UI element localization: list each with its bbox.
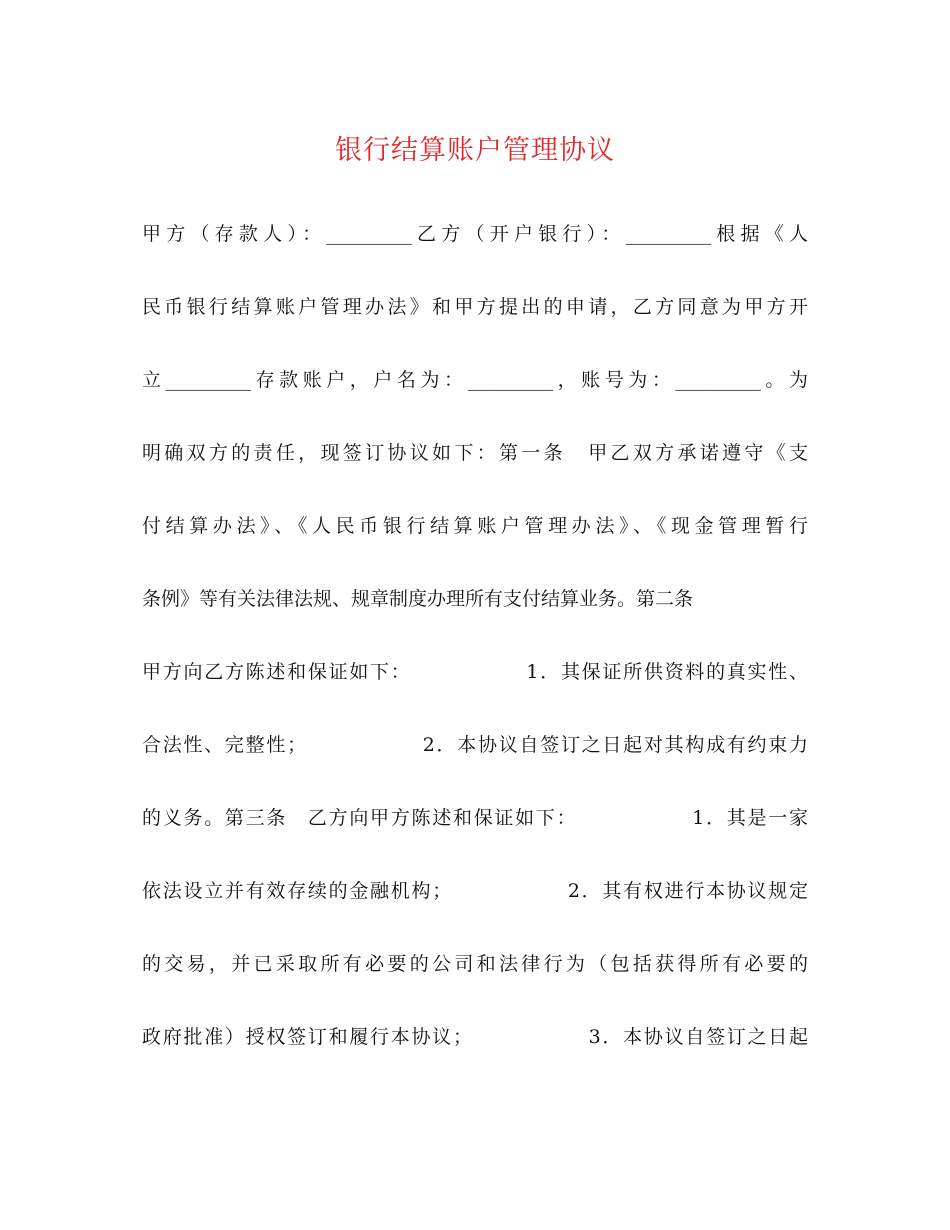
body-line-8: 合法性、完整性； 2．本协议自签订之日起对其构成有约束力 [142, 734, 808, 756]
body-line-10: 依法设立并有效存续的金融机构； 2．其有权进行本协议规定 [142, 880, 808, 902]
document-title: 银行结算账户管理协议 [335, 135, 615, 166]
body-line-2: 民币银行结算账户管理办法》和甲方提出的申请，乙方同意为甲方开 [142, 296, 808, 318]
body-line-3: 立_________存款账户，户名为：_________，账号为：_________。为 [142, 369, 808, 391]
body-line-11: 的交易，并已采取所有必要的公司和法律行为（包括获得所有必要的 [142, 953, 808, 975]
body-line-12: 政府批准）授权签订和履行本协议； 3．本协议自签订之日起 [142, 1026, 808, 1048]
body-line-1: 甲方（存款人）：_________乙方（开户银行）：_________根据《人 [142, 223, 808, 245]
body-line-5: 付结算办法》、《人民币银行结算账户管理办法》、《现金管理暂行 [142, 515, 808, 537]
body-line-6: 条例》等有关法律法规、规章制度办理所有支付结算业务。第二条 [142, 588, 694, 610]
agreement-body [142, 212, 808, 1088]
body-line-4: 明确双方的责任，现签订协议如下：第一条 甲乙双方承诺遵守《支 [142, 442, 808, 464]
body-line-9: 的义务。第三条 乙方向甲方陈述和保证如下： 1．其是一家 [142, 807, 808, 829]
body-line-7: 甲方向乙方陈述和保证如下： 1．其保证所供资料的真实性、 [142, 661, 808, 683]
